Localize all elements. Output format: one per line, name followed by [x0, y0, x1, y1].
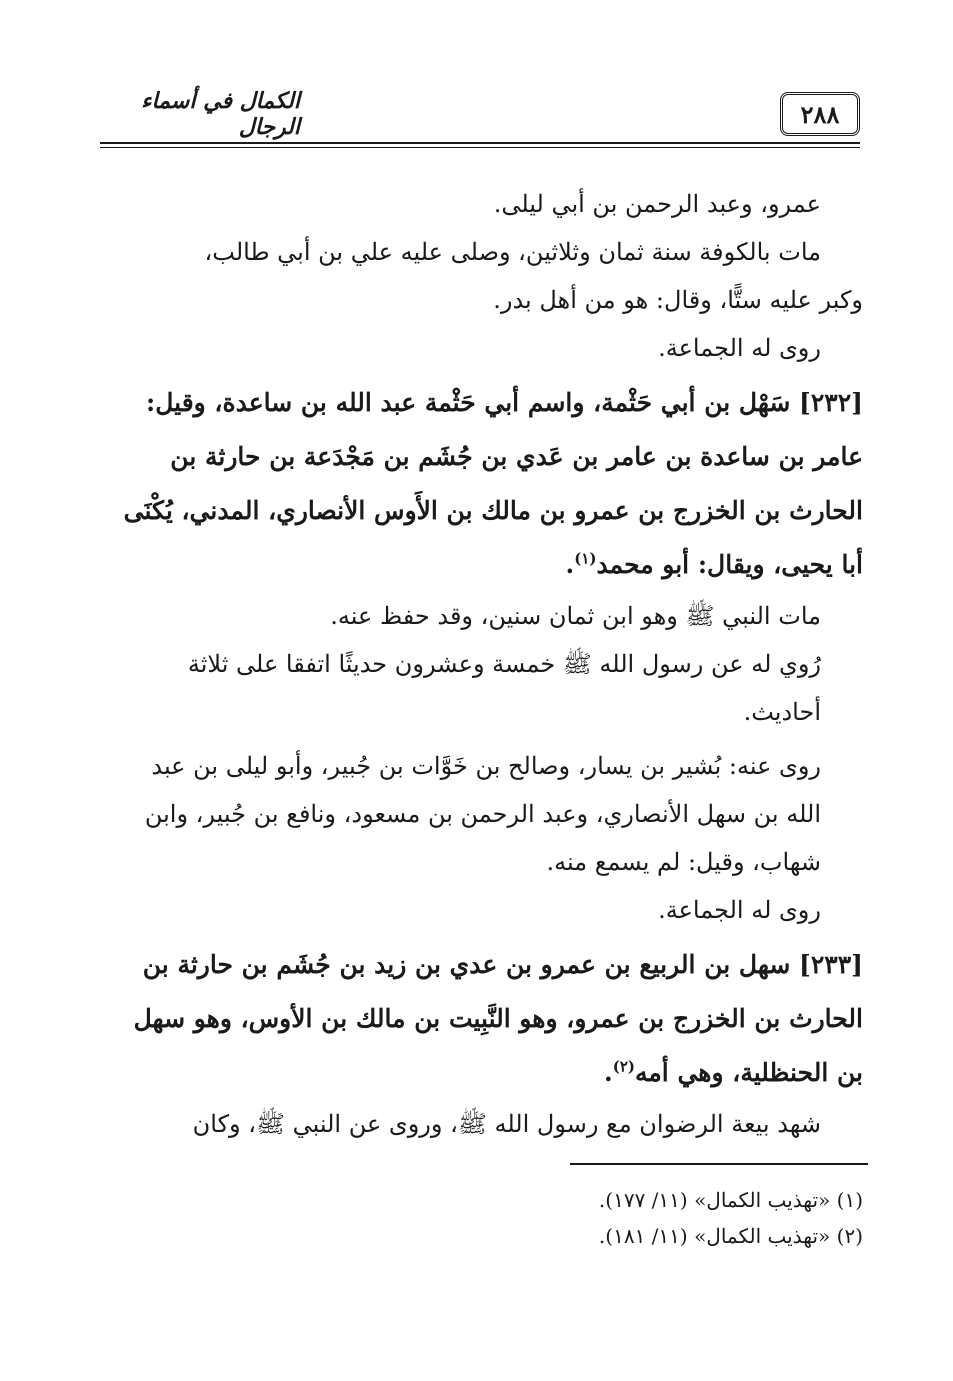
footnote: (١) «تهذيب الكمال» (١١/ ١٧٧).: [598, 1188, 863, 1212]
text-line: مات بالكوفة سنة ثمان وثلاثين، وصلى عليه علي بن أبي طالب،: [204, 238, 821, 266]
footnote-ref: (١): [574, 549, 597, 568]
paragraph: روى له الجماعة.: [658, 896, 821, 924]
paragraph: رُوي له عن رسول الله ﷺ خمسة وعشرون حديثًا اتفقا على ثلاثة أحاديث.: [187, 650, 821, 726]
entry-number: [٢٣٢]: [799, 388, 863, 417]
running-title: الكمال في أسماء الرجال: [141, 88, 300, 140]
entry-heading-text: سَهْل بن أبي حَثْمة، واسم أبي حَثْمة عبد الله بن ساعدة، وقيل: عامر بن ساعدة بن عامر بن عَدي بن جُشَم بن مَجْدَعة بن حارثة بن الحارث بن الخزرج بن عمرو بن مالك بن الأَوس الأنصاري، المدني، يُكْنَى أبا يحيى، ويقال: أبو محمد: [123, 388, 863, 579]
main-text: [115, 180, 863, 1148]
footnote: (٢) «تهذيب الكمال» (١١/ ١٨١).: [598, 1224, 863, 1248]
entry-233-heading: [115, 938, 863, 1100]
page-number: ٢٨٨: [800, 99, 840, 129]
entry-232-heading: [115, 376, 863, 592]
page-number-box: [780, 92, 860, 136]
text-line: روى له الجماعة.: [658, 334, 821, 362]
heading-end: .: [604, 1058, 613, 1087]
header-rule: [100, 142, 860, 144]
page-header: [100, 88, 860, 144]
footnotes: [263, 1182, 863, 1254]
entry-heading-text: سهل بن الربيع بن عمرو بن عدي بن زيد بن جُشَم بن حارثة بن الحارث بن الخزرج بن عمرو، وهو النَّبِيت بن مالك بن الأوس، وهو سهل بن الحنظلية، وهي أمه: [133, 950, 863, 1087]
text-line: وكبر عليه ستًّا، وقال: هو من أهل بدر.: [493, 286, 863, 314]
entry-number: [٢٣٣]: [799, 950, 863, 979]
footnote-separator: [570, 1163, 868, 1165]
paragraph: شهد بيعة الرضوان مع رسول الله ﷺ، وروى عن النبي ﷺ، وكان: [192, 1110, 821, 1138]
paragraph: مات النبي ﷺ وهو ابن ثمان سنين، وقد حفظ عنه.: [330, 602, 821, 630]
footnote-ref: (٢): [612, 1057, 636, 1076]
header-rule-thin: [100, 147, 860, 148]
paragraph: روى عنه: بُشير بن يسار، وصالح بن خَوَّات بن جُبير، وأبو ليلى بن عبد الله بن سهل الأنصاري، وعبد الرحمن بن مسعود، ونافع بن جُبير، وابن شهاب، وقيل: لم يسمع منه.: [144, 752, 821, 876]
text-line: عمرو، وعبد الرحمن بن أبي ليلى.: [493, 190, 821, 218]
heading-end: .: [565, 550, 575, 579]
